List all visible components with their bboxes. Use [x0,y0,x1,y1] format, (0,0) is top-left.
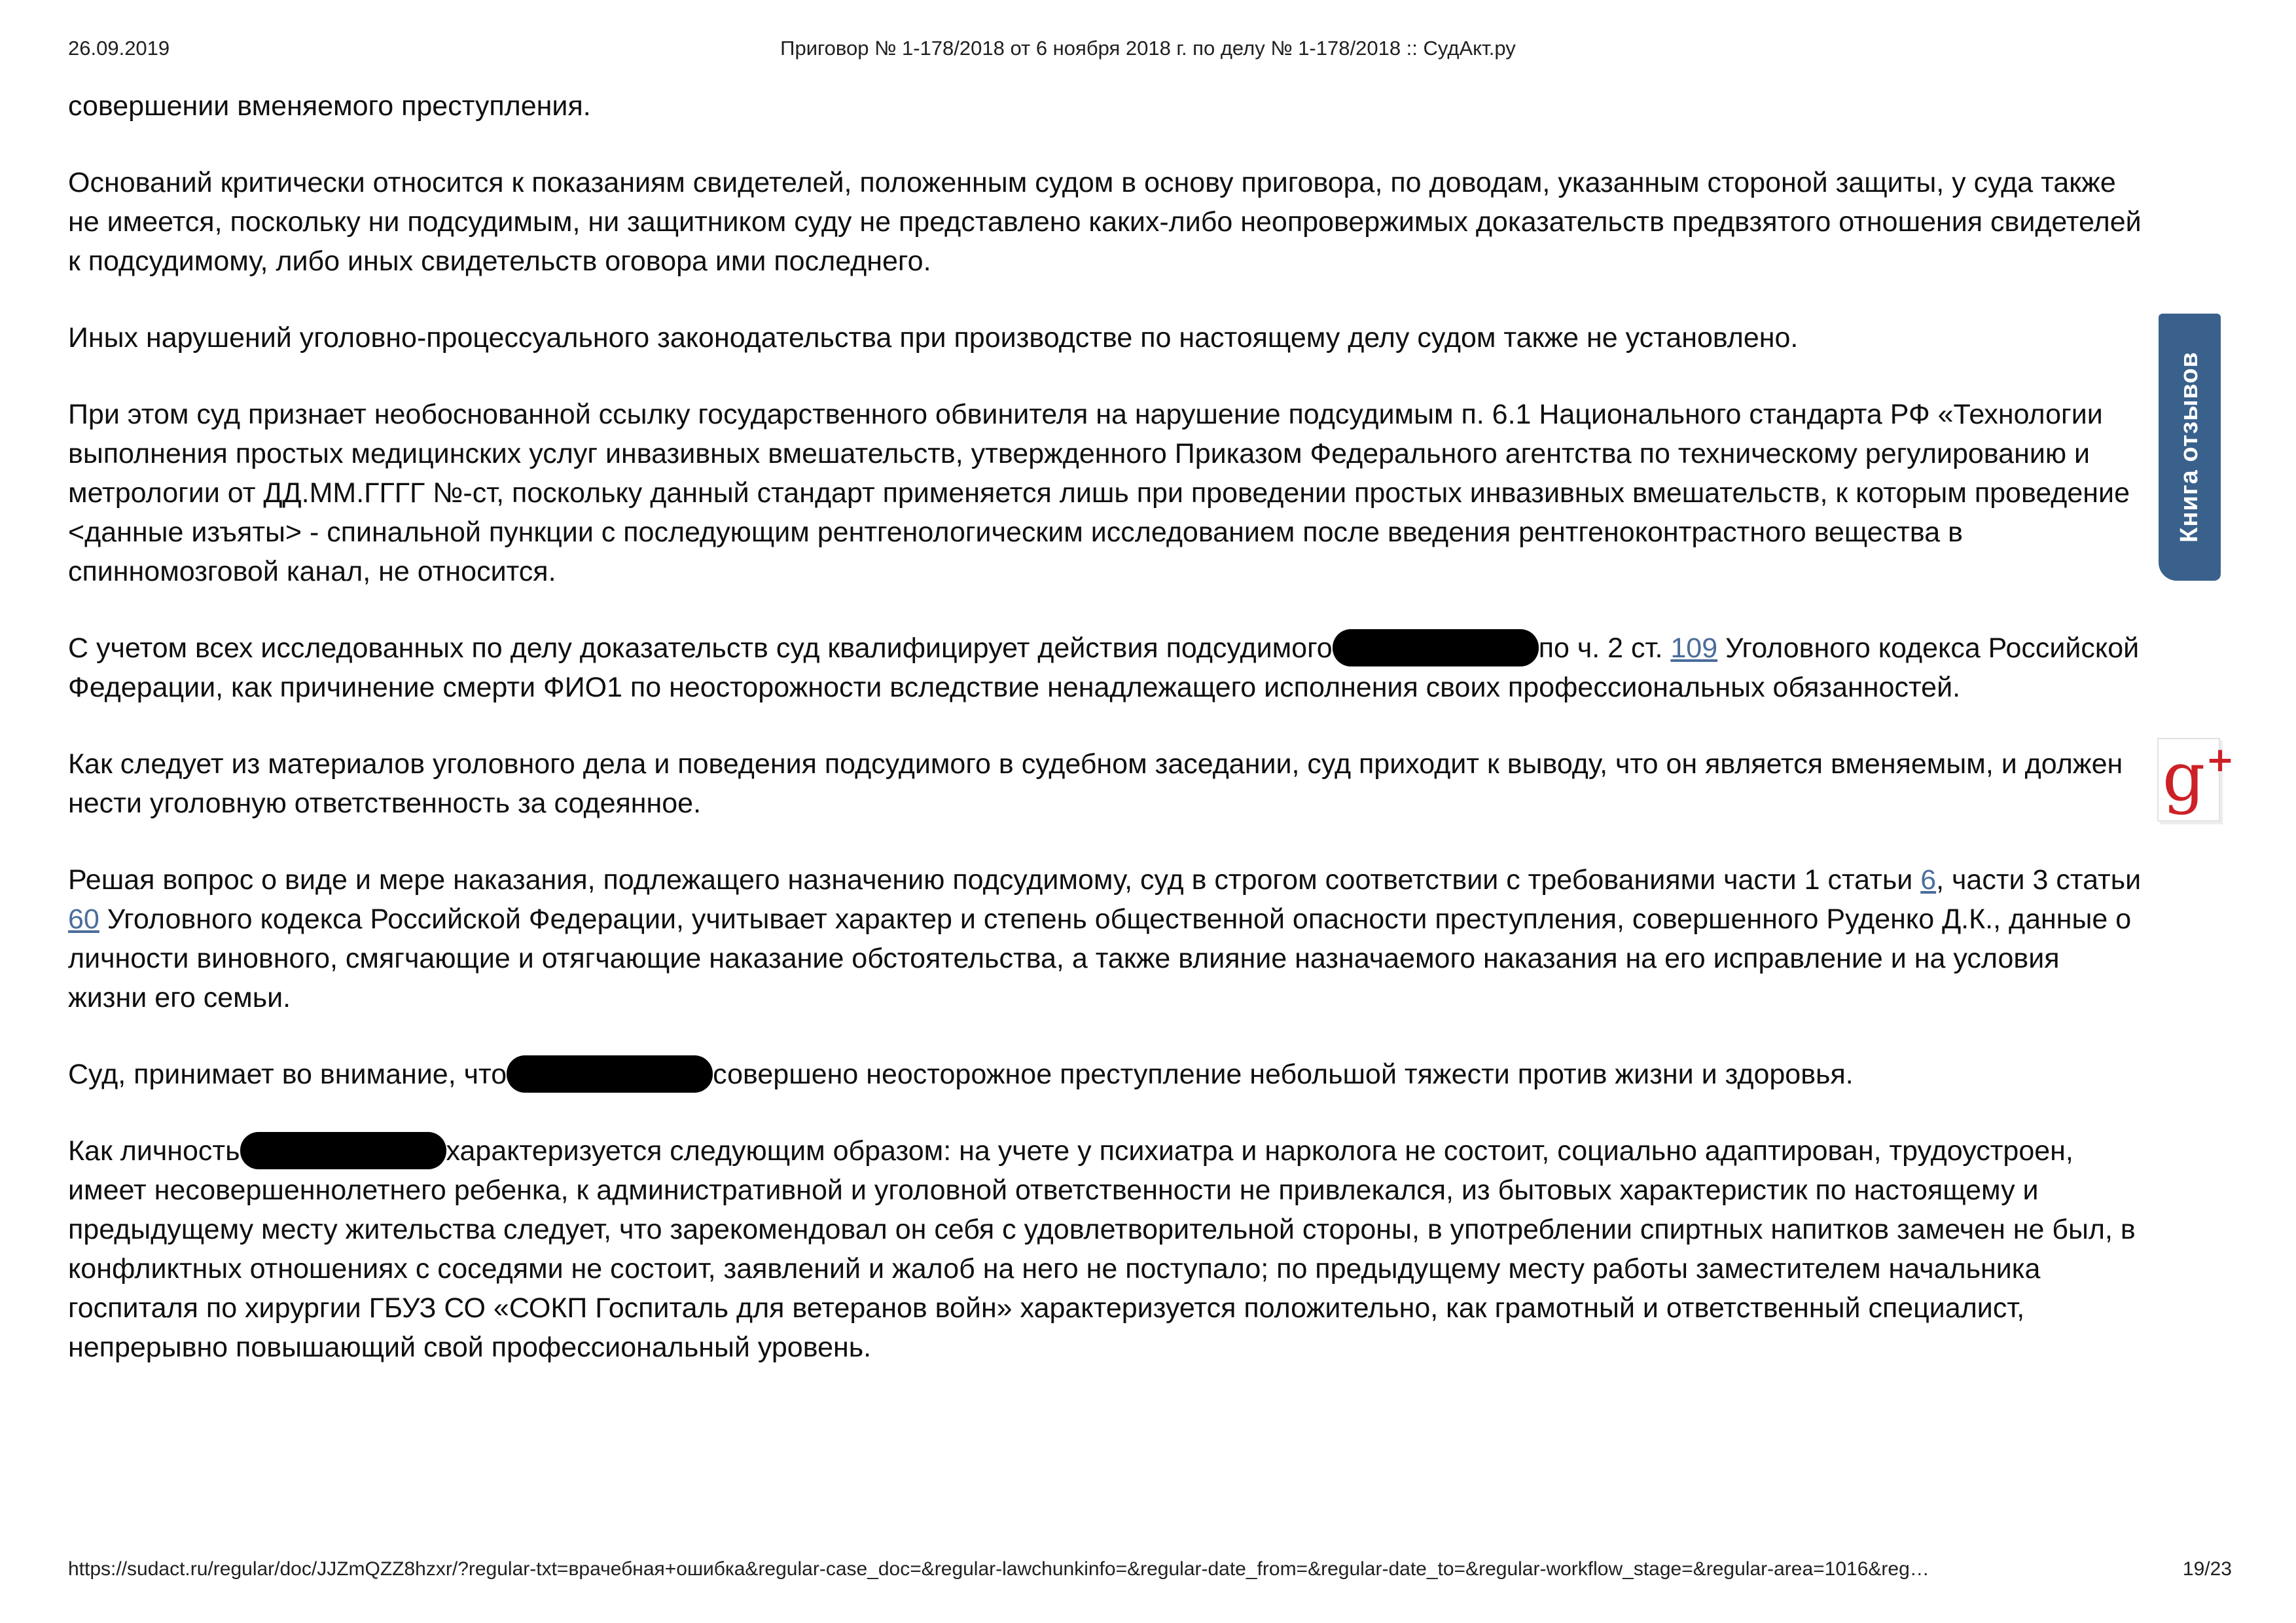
print-footer-page-indicator: 19/23 [2182,1558,2232,1580]
statute-link[interactable]: 6 [1920,864,1937,896]
feedback-book-tab-label: Книга отзывов [2176,352,2203,543]
paragraph: Как следует из материалов уголовного дела и поведения подсудимого в судебном заседании, суд приходит к выводу, что он является вменяемым, и должен нести уголовную ответственность за содеянное. [68,748,2123,819]
paragraph: Решая вопрос о виде и мере наказания, подлежащего назначению подсудимому, суд в строгом соответствии с требованиями части 1 статьи 6, части 3 статьи 60 Уголовного кодекса Российской Федерации, учитывает характер и степень общественной опасности преступления, совершенного Руденко Д.К., данные о личности виновного, смягчающие и отягчающие наказание обстоятельства, а также влияние назначаемого наказания на его исправление и на условия жизни его семьи. [68,864,2142,1013]
paragraph: При этом суд признает необоснованной ссылку государственного обвинителя на нарушение подсудимым п. 6.1 Национального стандарта РФ «Технологии выполнения простых медицинских услуг инвазивных вмешательств, утвержденного Приказом Федерального агентства по техническому регулированию и метрологии от ДД.ММ.ГГГГ №-ст, поскольку данный стандарт применяется лишь при проведении простых инвазивных вмешательств, к которым проведение <данные изъяты> - спинальной пункции с последующим рентгенологическим исследованием после введения рентгеноконтрастного вещества в спинномозговой канал, не относится. [68,399,2130,587]
paragraph: совершении вменяемого преступления. [68,90,591,122]
paragraph: С учетом всех исследованных по делу доказательств суд квалифицирует действия подсудимого по ч. 2 ст. 109 Уголовного кодекса Российской Федерации, как причинение смерти ФИО1 по неосторожности вследствие ненадлежащего исполнения своих профессиональных обязанностей. [68,629,2143,707]
redaction-box [240,1132,446,1169]
print-footer [68,1558,2232,1586]
paragraph: Оснований критически относится к показаниям свидетелей, положенным судом в основу приговора, по доводам, указанным стороной защиты, у суда также не имеется, поскольку ни подсудимым, ни защитником суду не представлено каких-либо неопровержимых доказательств предвзятого отношения свидетелей к подсудимому, либо иных свидетельств оговора ими последнего. [68,167,2142,277]
statute-link[interactable]: 109 [1670,632,1718,664]
google-plus-plus-glyph: + [2206,740,2234,780]
print-header-title: Приговор № 1-178/2018 от 6 ноября 2018 г. по делу № 1-178/2018 :: СудАкт.ру [780,37,1516,60]
feedback-book-tab[interactable] [2159,314,2221,581]
redaction-box [1333,629,1539,666]
statute-link[interactable]: 60 [68,903,99,935]
document-body [68,86,2143,1404]
paragraph: Как личность характеризуется следующим образом: на учете у психиатра и нарколога не состоит, социально адаптирован, трудоустроен, имеет несовершеннолетнего ребенка, к административной и уголовной ответственности не привлекался, из бытовых характеристик по настоящему и предыдущему месту жительства следует, что зарекомендовал он себя с удовлетворительной стороны, в употреблении спиртных напитков замечен не был, в конфликтных отношениях с соседями не состоит, заявлений и жалоб на него не поступало; по предыдущему месту работы заместителем начальника госпиталя по хирургии ГБУЗ СО «СОКП Госпиталь для ветеранов войн» характеризуется положительно, как грамотный и ответственный специалист, непрерывно повышающий свой профессиональный уровень. [68,1131,2143,1367]
paragraph: Суд, принимает во внимание, что совершено неосторожное преступление небольшой тяжести против жизни и здоровья. [68,1055,2143,1094]
print-footer-url: https://sudact.ru/regular/doc/JJZmQZZ8hzxr/?regular-txt=врачебная+ошибка&regular-case_doc=&regular-lawchunkinfo=&regular-date_from=&regular-date_to=&regular-workflow_stage=&regular-area=1016&reg… [68,1558,1929,1580]
paragraph: Иных нарушений уголовно-процессуального законодательства при производстве по настоящему делу судом также не установлено. [68,322,1799,354]
redaction-box [507,1055,713,1093]
print-header-date: 26.09.2019 [68,37,170,60]
google-plus-g-glyph: g [2162,739,2206,816]
google-plus-icon[interactable] [2157,738,2234,822]
